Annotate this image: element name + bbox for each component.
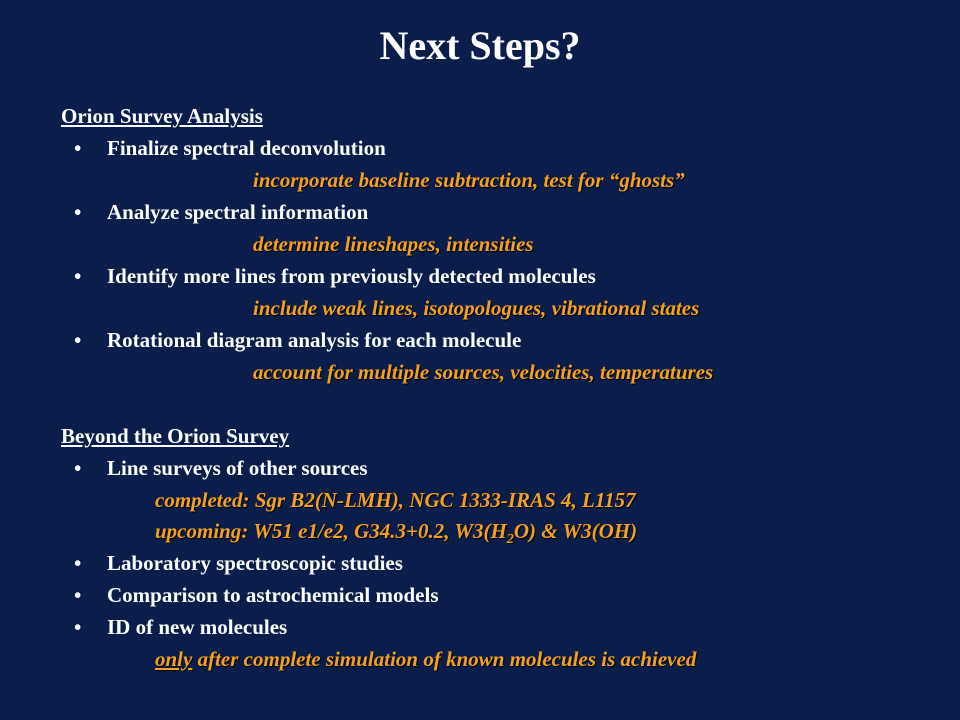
detail-multiple-sources: account for multiple sources, velocities, temperatures bbox=[253, 360, 714, 384]
bullet-icon: • bbox=[74, 328, 82, 352]
bullet-icon: • bbox=[74, 456, 82, 480]
item-rotational-diagram-analysis: Rotational diagram analysis for each molecule bbox=[107, 328, 522, 352]
bullet-icon: • bbox=[74, 136, 82, 160]
item-analyze-spectral-information: Analyze spectral information bbox=[107, 200, 369, 224]
detail-only-underlined: only bbox=[155, 647, 193, 671]
detail-simulation bbox=[155, 645, 696, 673]
detail-simulation-rest: after complete simulation of known molecules is achieved bbox=[192, 647, 697, 671]
item-identify-more-lines: Identify more lines from previously detected molecules bbox=[107, 264, 596, 288]
slide-title: Next Steps? bbox=[379, 23, 581, 68]
detail-upcoming-surveys bbox=[155, 517, 638, 548]
section-heading-orion-survey-analysis: Orion Survey Analysis bbox=[61, 104, 263, 128]
bullet-icon: • bbox=[74, 551, 82, 575]
item-id-new-molecules: ID of new molecules bbox=[107, 615, 288, 639]
bullet-icon: • bbox=[74, 264, 82, 288]
detail-baseline-subtraction: incorporate baseline subtraction, test for “ghosts” bbox=[253, 168, 685, 192]
item-finalize-spectral-deconvolution: Finalize spectral deconvolution bbox=[107, 136, 386, 160]
item-astrochemical-models: Comparison to astrochemical models bbox=[107, 583, 439, 607]
section-heading-beyond-orion-survey: Beyond the Orion Survey bbox=[61, 424, 290, 448]
upcoming-text-pre: upcoming: W51 e1/e2, G34.3+0.2, W3(H bbox=[155, 519, 507, 543]
upcoming-text-post: O) & W3(OH) bbox=[513, 519, 638, 543]
item-line-surveys: Line surveys of other sources bbox=[107, 456, 368, 480]
detail-lineshapes: determine lineshapes, intensities bbox=[253, 232, 534, 256]
detail-completed-surveys: completed: Sgr B2(N-LMH), NGC 1333-IRAS 4, L1157 bbox=[155, 488, 636, 512]
bullet-icon: • bbox=[74, 615, 82, 639]
bullet-icon: • bbox=[74, 200, 82, 224]
upcoming-subscript: 2 bbox=[506, 532, 514, 548]
detail-weak-lines: include weak lines, isotopologues, vibrational states bbox=[253, 296, 700, 320]
item-laboratory-studies: Laboratory spectroscopic studies bbox=[107, 551, 403, 575]
bullet-icon: • bbox=[74, 583, 82, 607]
